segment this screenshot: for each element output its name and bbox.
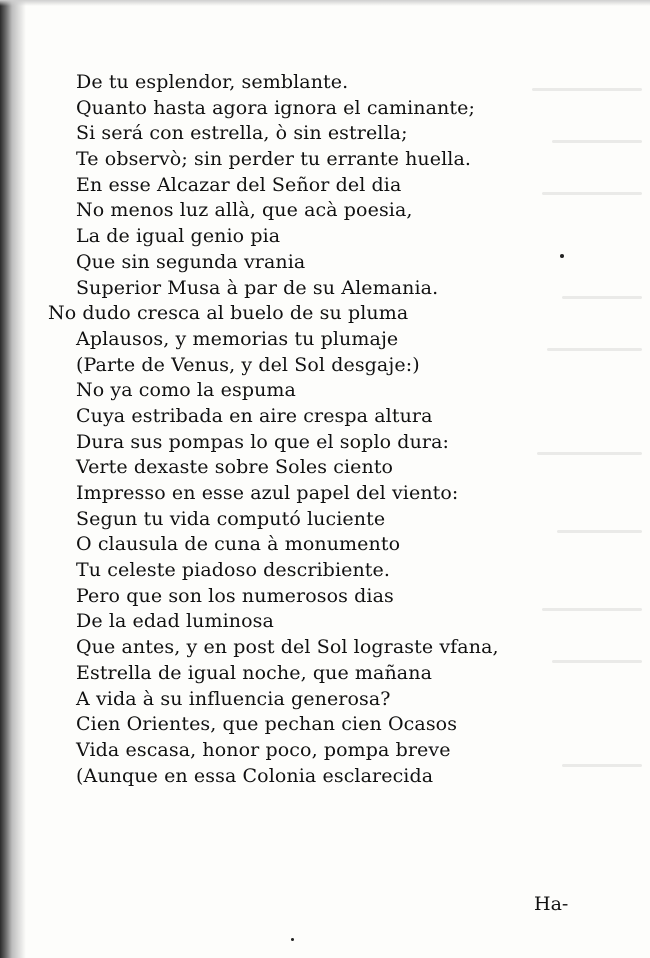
verse-line: Dura sus pompas lo que el soplo dura:	[76, 430, 450, 453]
verse-line: La de igual genio pia	[76, 225, 281, 248]
verse-line: Aplausos, y memorias tu plumaje	[76, 327, 399, 350]
verse-block	[0, 70, 650, 789]
verse-line: No dudo cresca al buelo de su pluma	[48, 302, 409, 325]
verse-line: Si será con estrella, ò sin estrella;	[76, 122, 408, 145]
verse-line: Verte dexaste sobre Soles ciento	[76, 456, 394, 479]
verse-line: Superior Musa à par de su Alemania.	[76, 276, 439, 299]
verse-line: Pero que son los numerosos dias	[76, 584, 394, 607]
verse-line: Que antes, y en post del Sol lograste vfana,	[76, 636, 499, 659]
verse-line: (Aunque en essa Colonia esclarecida	[76, 764, 434, 787]
verse-line: O clausula de cuna à monumento	[76, 533, 401, 556]
page-top-edge	[0, 0, 650, 6]
verse-line: Cien Orientes, que pechan cien Ocasos	[76, 713, 458, 736]
verse-line: (Parte de Venus, y del Sol desgaje:)	[76, 353, 420, 376]
verse-line: No menos luz allà, que acà poesia,	[76, 199, 413, 222]
verse-line: Estrella de igual noche, que mañana	[76, 661, 433, 684]
verse-line: De tu esplendor, semblante.	[76, 71, 349, 93]
verse-line: En esse Alcazar del Señor del dia	[76, 173, 402, 196]
verse-line: Cuya estribada en aire crespa altura	[76, 404, 433, 427]
verse-line: Tu celeste piadoso describiente.	[76, 559, 391, 582]
verse-line: A vida à su influencia generosa?	[76, 687, 391, 710]
verse-line: Que sin segunda vrania	[76, 250, 306, 273]
verse-line: No ya como la espuma	[76, 379, 296, 402]
ink-speck	[291, 938, 294, 941]
catchword: Ha-	[534, 893, 569, 915]
verse-line: Quanto hasta agora ignora el caminante;	[76, 96, 475, 119]
verse-line: Te observò; sin perder tu errante huella.	[76, 148, 472, 171]
verse-line: De la edad luminosa	[76, 610, 274, 633]
verse-line: Vida escasa, honor poco, pompa breve	[76, 738, 451, 761]
verse-line: Segun tu vida computó luciente	[76, 507, 386, 530]
verse-line: Impresso en esse azul papel del viento:	[76, 482, 459, 504]
